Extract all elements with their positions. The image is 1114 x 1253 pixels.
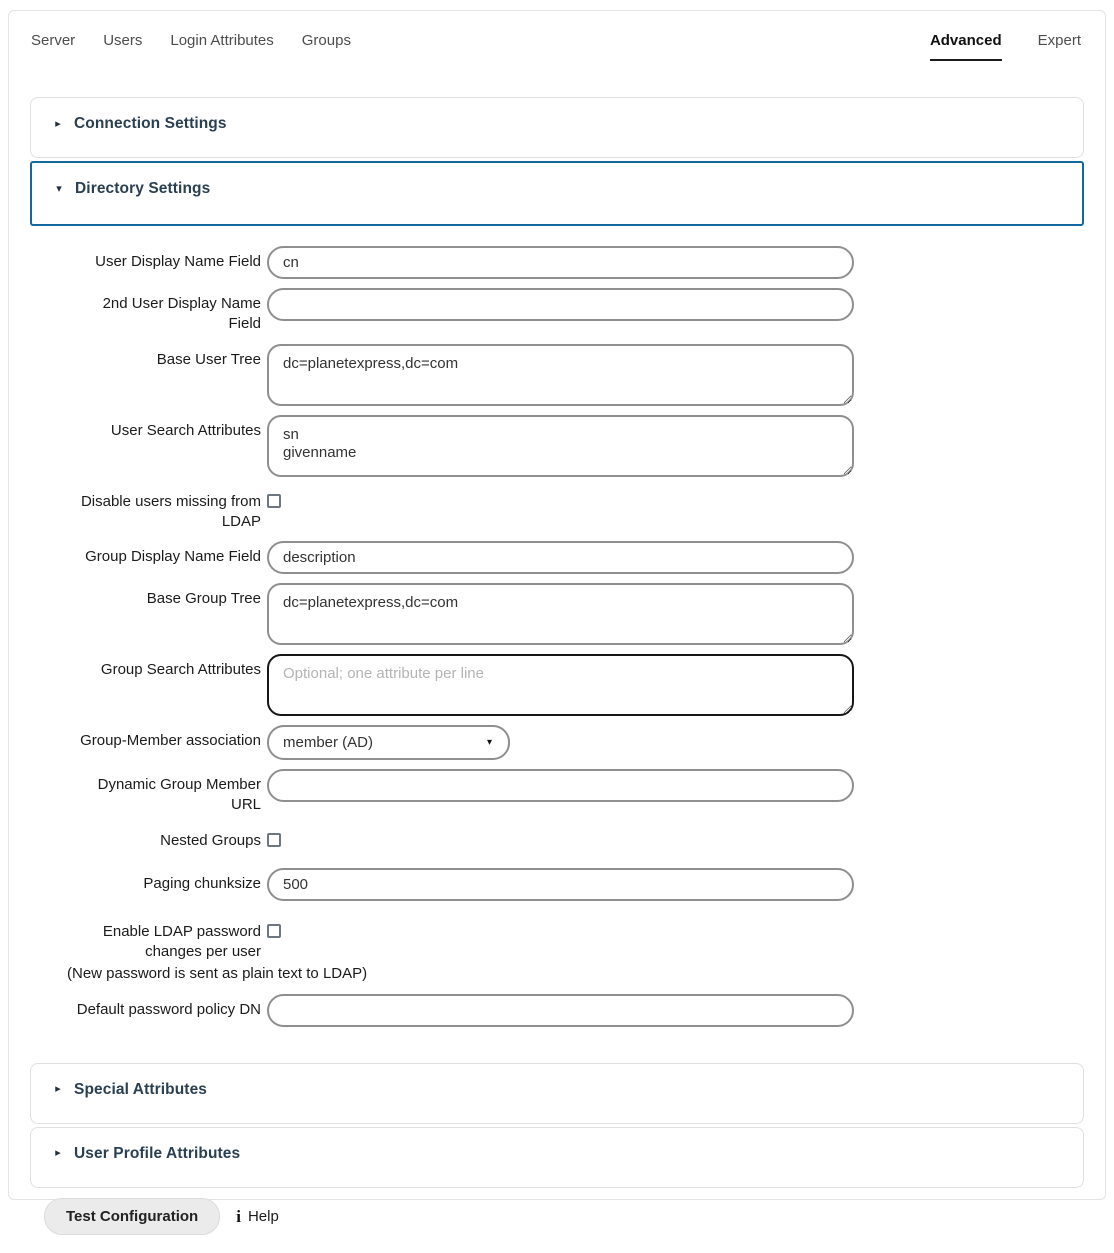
form-row-group-member-association <box>67 725 1105 760</box>
chevron-right-icon: ▸ <box>55 1147 61 1160</box>
section-special-attributes-header[interactable] <box>51 1078 1063 1099</box>
directory-settings-form <box>9 226 1105 1027</box>
field-label: Nested Groups <box>160 831 261 849</box>
caret-down-icon: ▾ <box>486 737 492 748</box>
ldap-password-changes-checkbox[interactable] <box>267 924 281 938</box>
tab-bar <box>9 11 1105 75</box>
field-label: Base Group Tree <box>146 590 261 607</box>
help-link[interactable] <box>236 1208 279 1225</box>
field-label: Dynamic Group Member URL <box>97 776 261 814</box>
field-label: Base User Tree <box>156 350 261 368</box>
chevron-right-icon: ▸ <box>55 1083 61 1096</box>
tab-users[interactable]: Users <box>103 32 143 49</box>
paging-chunksize-input[interactable] <box>267 868 854 901</box>
group-member-association-select[interactable] <box>267 725 510 760</box>
field-label: 2nd User Display Name Field <box>102 295 261 333</box>
footer-actions <box>44 1198 1105 1253</box>
user-display-name-input[interactable] <box>267 246 854 279</box>
field-label: Group-Member association <box>80 732 261 749</box>
section-special-attributes <box>30 1063 1084 1124</box>
form-row-user-display-name <box>67 246 1105 279</box>
form-row-group-display-name <box>67 541 1105 574</box>
form-row-dynamic-group-member-url <box>67 769 1105 816</box>
nested-groups-checkbox[interactable] <box>267 833 281 847</box>
form-row-group-search-attributes <box>67 654 1105 716</box>
base-user-tree-textarea[interactable] <box>267 344 854 406</box>
user-search-attributes-textarea[interactable] <box>267 415 854 477</box>
section-user-profile-attributes <box>30 1127 1084 1188</box>
form-row-disable-missing-users <box>67 486 1105 533</box>
form-row-base-user-tree <box>67 344 1105 406</box>
tab-groups[interactable]: Groups <box>301 32 351 49</box>
second-user-display-name-input[interactable] <box>267 288 854 321</box>
dynamic-group-member-url-input[interactable] <box>267 769 854 802</box>
group-search-attributes-textarea[interactable] <box>267 654 854 716</box>
section-connection-settings-header[interactable] <box>51 112 1063 133</box>
chevron-down-icon: ▾ <box>56 182 62 195</box>
chevron-right-icon: ▸ <box>55 117 61 130</box>
field-label: Group Display Name Field <box>85 548 261 565</box>
selected-option-label: member (AD) <box>283 734 374 751</box>
field-label: Disable users missing from LDAP <box>80 492 261 530</box>
section-title: Special Attributes <box>74 1080 208 1098</box>
field-label: User Display Name Field <box>95 253 261 270</box>
form-row-nested-groups <box>67 825 1105 851</box>
tab-login-attributes[interactable]: Login Attributes <box>170 32 274 49</box>
tab-advanced[interactable]: Advanced <box>930 32 1002 61</box>
section-title: Connection Settings <box>74 115 227 132</box>
group-display-name-input[interactable] <box>267 541 854 574</box>
default-password-policy-dn-input[interactable] <box>267 994 854 1027</box>
field-label: Default password policy DN <box>76 1000 261 1018</box>
ldap-settings-panel <box>8 10 1106 1226</box>
section-title: User Profile Attributes <box>74 1144 241 1162</box>
form-row-base-group-tree <box>67 583 1105 645</box>
section-directory-settings-header[interactable] <box>52 177 1062 198</box>
section-title: Directory Settings <box>75 180 211 197</box>
form-row-ldap-password-changes <box>67 916 1105 963</box>
section-connection-settings <box>30 97 1084 158</box>
field-label: Group Search Attributes <box>100 661 261 678</box>
section-user-profile-attributes-header[interactable] <box>51 1142 1063 1163</box>
help-label: Help <box>247 1207 279 1225</box>
tab-group-right <box>930 32 1081 61</box>
test-configuration-button[interactable]: Test Configuration <box>44 1198 220 1235</box>
password-plaintext-note: (New password is sent as plain text to LDAP) <box>67 965 368 983</box>
base-group-tree-textarea[interactable] <box>267 583 854 645</box>
form-row-2nd-user-display-name <box>67 288 1105 335</box>
field-label: Enable LDAP password changes per user <box>102 922 261 960</box>
field-label: Paging chunksize <box>143 874 261 892</box>
field-label: User Search Attributes <box>110 421 261 439</box>
disable-missing-users-checkbox[interactable] <box>267 494 281 508</box>
tab-expert[interactable]: Expert <box>1037 32 1081 49</box>
info-icon: i <box>236 1206 241 1226</box>
tab-server[interactable]: Server <box>31 32 76 49</box>
section-directory-settings <box>30 161 1084 226</box>
form-row-paging-chunksize <box>67 868 1105 901</box>
tab-group-left <box>31 32 351 59</box>
form-row-default-password-policy <box>67 994 1105 1027</box>
form-row-user-search-attributes <box>67 415 1105 477</box>
